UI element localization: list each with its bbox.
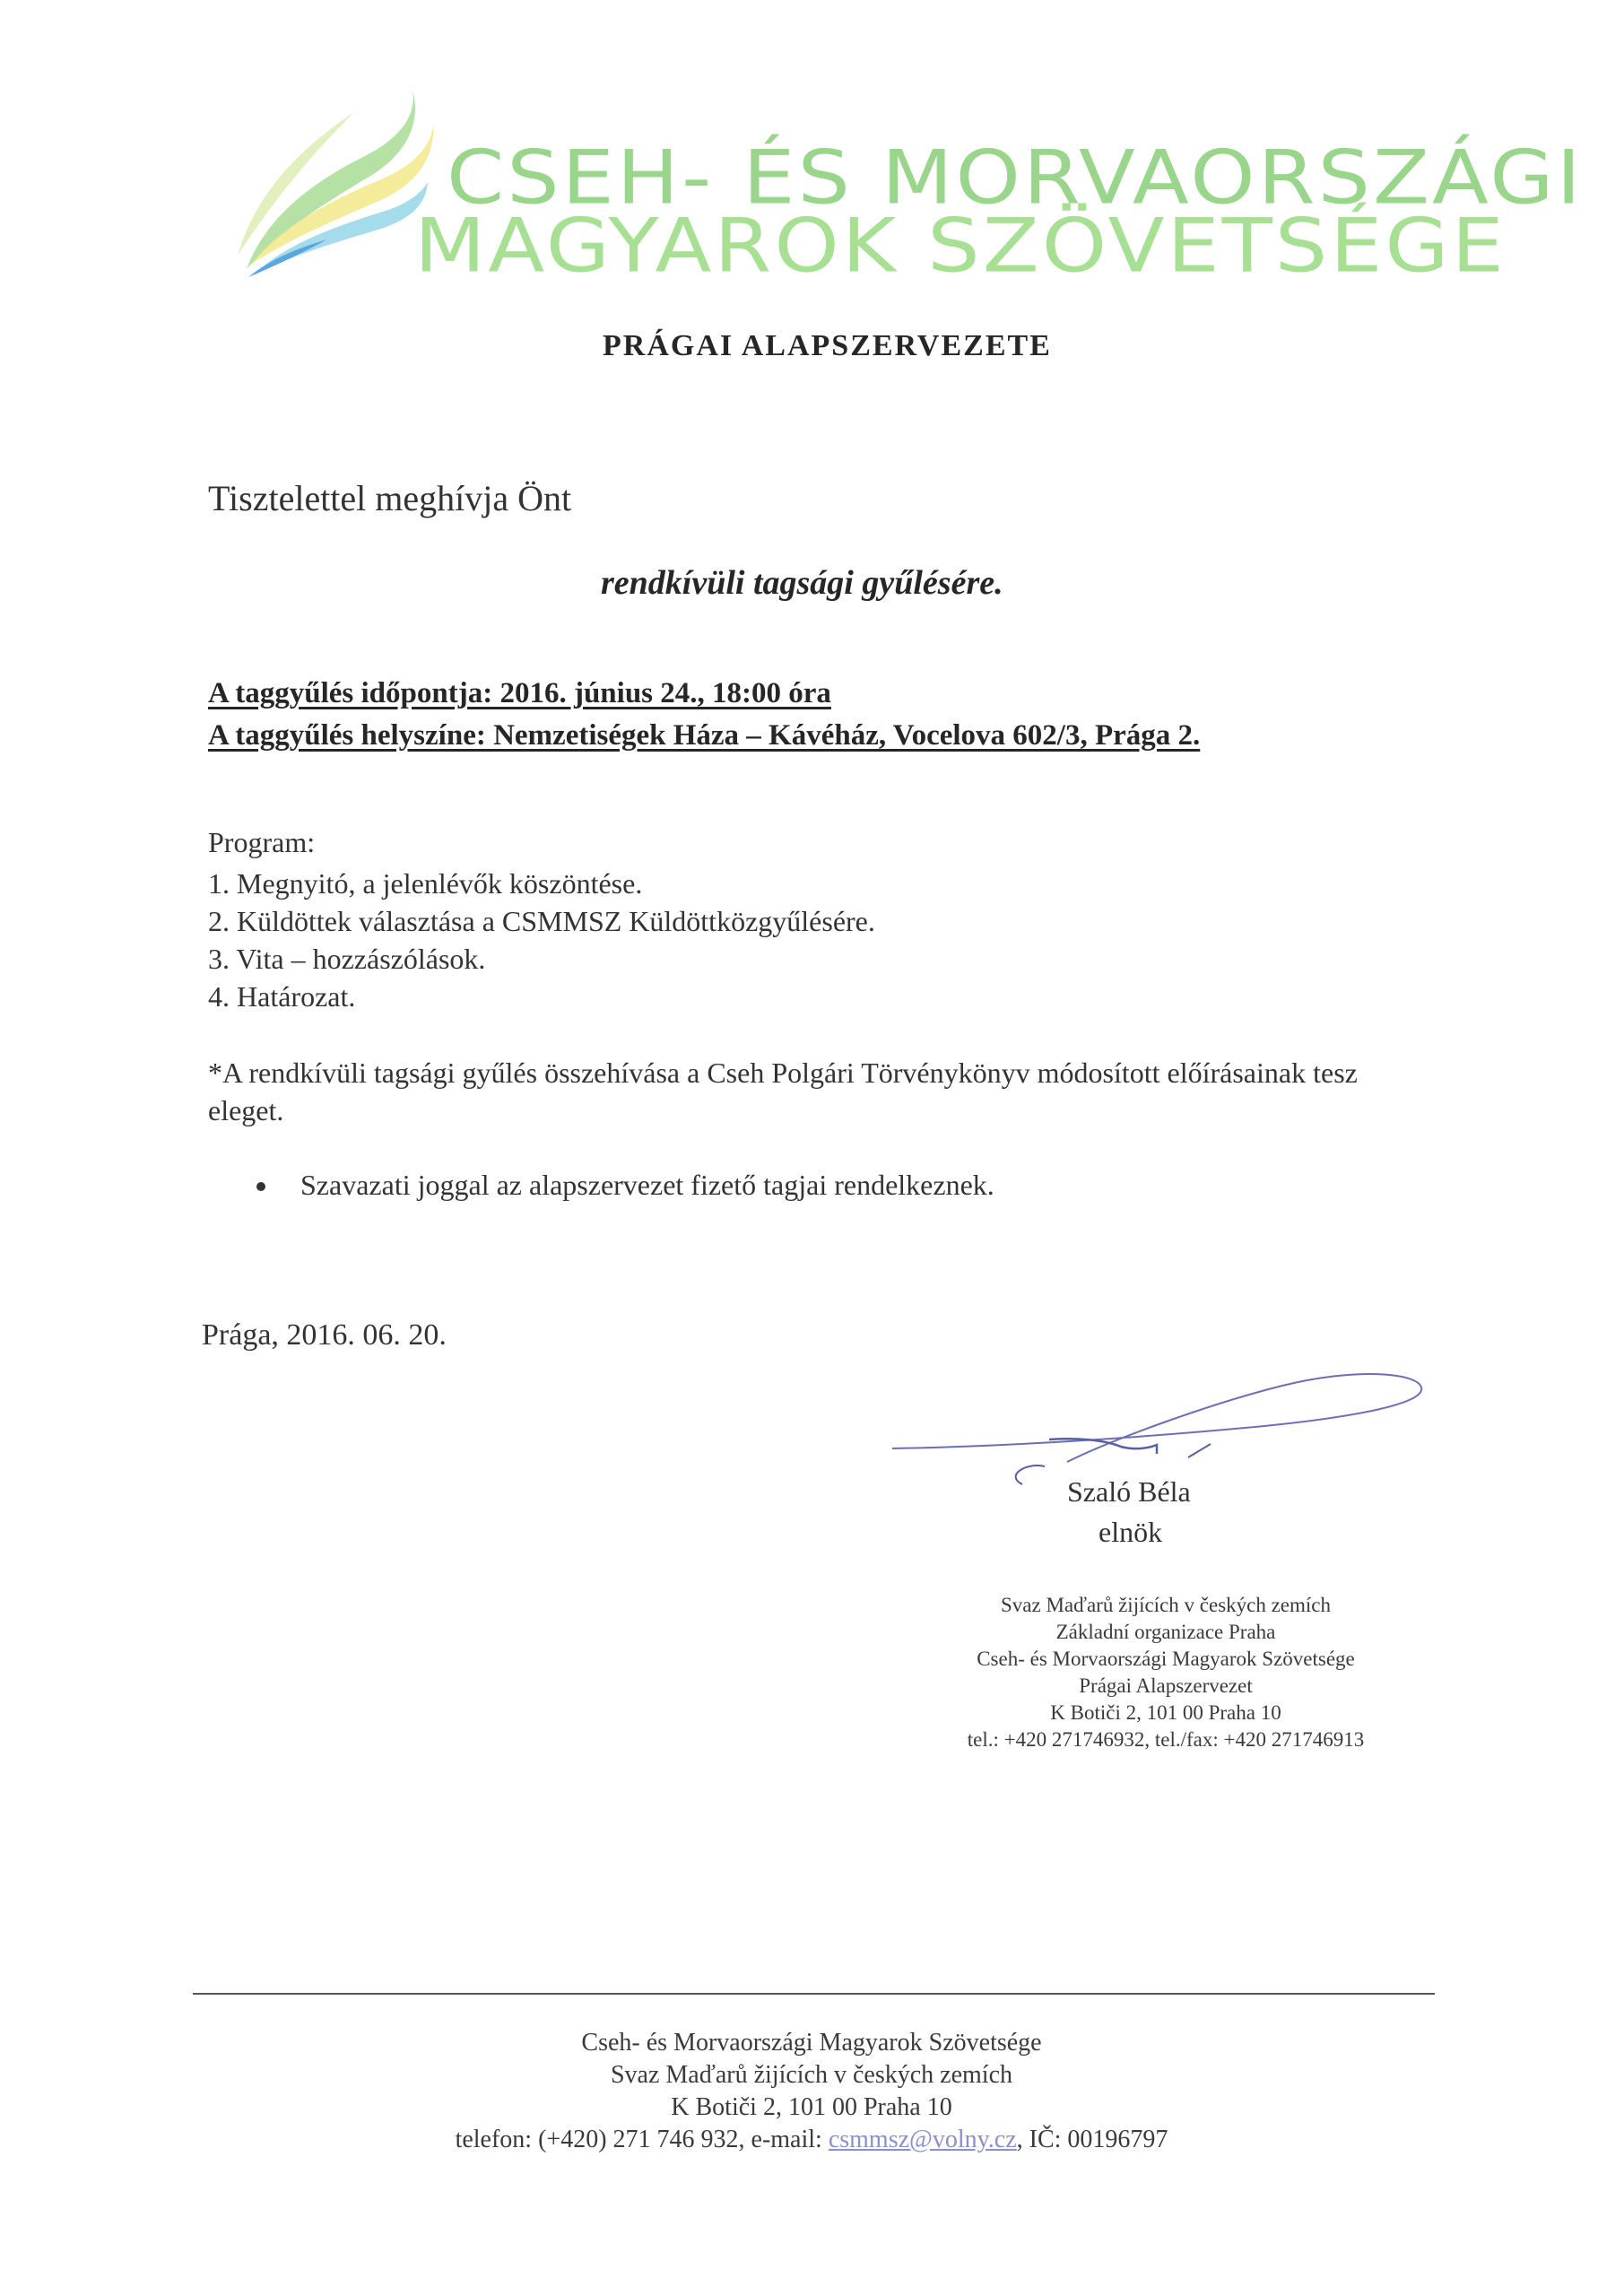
footer-line: Cseh- és Morvaországi Magyarok Szövetsége <box>581 2029 1042 2057</box>
list-item: 1. Megnyitó, a jelenlévők köszöntése. <box>208 867 643 900</box>
voting-rights-note: Szavazati joggal az alapszervezet fizető tagjai rendelkeznek. <box>300 1169 994 1201</box>
date-place: Prága, 2016. 06. 20. <box>202 1318 447 1352</box>
footer-divider <box>193 1993 1435 1995</box>
signer-title: elnök <box>1099 1516 1163 1548</box>
footer <box>408 2027 1215 2156</box>
bullet-icon <box>256 1182 265 1191</box>
meeting-place: A taggyűlés helyszíne: Nemzetiségek Háza – Kávéház, Vocelova 602/3, Prága 2. <box>208 719 1201 752</box>
event-title: rendkívüli tagsági gyűlésére. <box>601 564 1003 602</box>
email-link[interactable]: csmmsz@volny.cz <box>828 2126 1017 2153</box>
stamp-line: tel.: +420 271746932, tel./fax: +420 271746913 <box>967 1728 1365 1751</box>
list-item: 3. Vita – hozzászólások. <box>208 943 486 975</box>
footer-line: Svaz Maďarů žijících v českých zemích <box>610 2061 1013 2089</box>
footer-line: K Botiči 2, 101 00 Praha 10 <box>671 2093 952 2121</box>
stamp-line: Prágai Alapszervezet <box>1079 1674 1253 1697</box>
footer-contact <box>408 2124 1215 2156</box>
stamp-line: K Botiči 2, 101 00 Praha 10 <box>1050 1701 1281 1724</box>
meeting-time: A taggyűlés időpontja: 2016. június 24., 18:00 óra <box>208 677 831 709</box>
list-item: 4. Határozat. <box>208 980 356 1013</box>
stamp-line: Svaz Maďarů žijících v českých zemích <box>1000 1594 1332 1616</box>
signer-name: Szaló Béla <box>1067 1475 1191 1508</box>
swoosh-logo-icon <box>229 85 435 278</box>
program-title: Program: <box>208 826 316 858</box>
subheading: PRÁGAI ALAPSZERVEZETE <box>603 329 1052 362</box>
footer-ic: , IČ: 00196797 <box>1016 2126 1168 2153</box>
legal-note: *A rendkívüli tagsági gyűlés összehívása a Cseh Polgári Törvénykönyv módosított előírásainak tesz eleget. <box>208 1057 1358 1126</box>
list-item: 2. Küldöttek választása a CSMMSZ Küldöttközgyűlésére. <box>208 905 875 937</box>
greeting: Tisztelettel meghívja Önt <box>208 478 572 518</box>
stamp-line: Cseh- és Morvaországi Magyarok Szövetsége <box>977 1648 1355 1670</box>
footer-phone: telefon: (+420) 271 746 932, e-mail: <box>455 2126 829 2153</box>
org-name-line-2: MAGYAROK SZÖVETSÉGE <box>414 203 1507 290</box>
program-list <box>208 865 875 1015</box>
organization-stamp <box>924 1592 1408 1753</box>
org-name-line-1: CSEH- ÉS MORVAORSZÁGI <box>447 135 1584 222</box>
stamp-line: Základní organizace Praha <box>1055 1621 1276 1643</box>
